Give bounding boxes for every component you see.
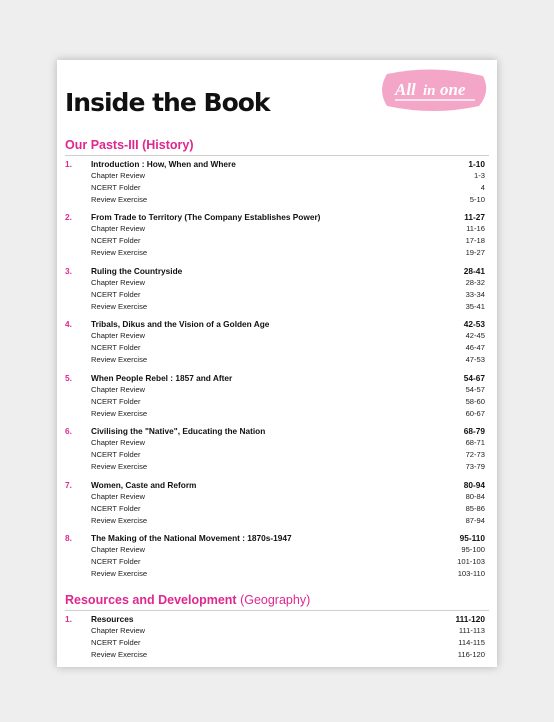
subsection-row [65,277,485,289]
chapter-number: 3. [65,266,72,276]
chapter-title: Civilising the "Native", Educating the Nation [91,426,266,436]
chapter-row [65,425,485,437]
subsection-row [65,408,485,420]
subsection-row [65,449,485,461]
subsection-row [65,544,485,556]
chapter-page-range: 111-120 [455,614,485,624]
chapter-entry [65,479,485,527]
section-heading [65,138,489,156]
chapter-row [65,318,485,330]
subsection-label: Review Exercise [91,409,148,418]
subsection-label: NCERT Folder [91,397,141,406]
subsection-page-range: 101-103 [457,557,485,566]
subsection-page-range: 111-113 [458,626,485,635]
subsection-page-range: 68-71 [465,438,485,447]
chapter-entry [65,318,485,366]
chapter-number: 5. [65,373,72,383]
chapter-title: Women, Caste and Reform [91,480,197,490]
section-title: Our Pasts-III (History) [65,138,194,152]
subsection-page-range: 73-79 [465,462,485,471]
subsection-label: Chapter Review [91,224,146,233]
subsection-page-range: 80-84 [465,492,485,501]
subsection-label: NCERT Folder [91,504,141,513]
subsection-row [65,503,485,515]
chapter-heading [65,613,133,625]
subsection-page-range: 46-47 [465,343,485,352]
chapter-heading [65,372,232,384]
chapter-page-range: 1-10 [468,159,485,169]
chapter-page-range: 68-79 [463,426,485,436]
chapter-title: The Making of the National Movement : 1870s-1947 [91,533,292,543]
subsection-label: Chapter Review [91,171,146,180]
subsection-row [65,354,485,366]
subsection-label: NCERT Folder [91,450,141,459]
subsection-label: Chapter Review [91,545,146,554]
page-title: Inside the Book [65,88,270,117]
svg-text:one: one [440,80,466,99]
chapter-page-range: 95-110 [459,533,485,543]
chapter-entry [65,158,485,206]
chapter-row [65,372,485,384]
section-title: Resources and Development [65,593,237,607]
chapter-entry [65,532,485,580]
subsection-row [65,649,485,661]
subsection-label: Review Exercise [91,516,148,525]
subsection-label: Review Exercise [91,302,148,311]
subsection-label: NCERT Folder [91,290,141,299]
subsection-page-range: 54-57 [465,385,485,394]
section-heading [65,593,489,611]
subsection-label: NCERT Folder [91,557,141,566]
chapter-number: 4. [65,319,72,329]
subsection-label: Review Exercise [91,569,148,578]
chapter-page-range: 54-67 [463,373,485,383]
subsection-row [65,568,485,580]
subsection-row [65,625,485,637]
chapter-title: From Trade to Territory (The Company Establishes Power) [91,212,321,222]
chapter-page-range: 28-41 [463,266,485,276]
chapter-title: Ruling the Countryside [91,266,183,276]
subsection-row [65,330,485,342]
subsection-label: Review Exercise [91,462,148,471]
subsection-label: Chapter Review [91,438,146,447]
subsection-label: Review Exercise [91,248,148,257]
chapter-heading [65,211,320,223]
subsection-row [65,491,485,503]
subsection-label: NCERT Folder [91,343,141,352]
subsection-label: Review Exercise [91,195,148,204]
chapter-page-range: 42-53 [463,319,485,329]
subsection-label: NCERT Folder [91,183,141,192]
subsection-page-range: 19-27 [465,248,485,257]
chapter-title: Resources [91,614,134,624]
subsection-row [65,223,485,235]
subsection-row [65,194,485,206]
subsection-page-range: 5-10 [469,195,485,204]
subsection-page-range: 60-67 [465,409,485,418]
subsection-row [65,182,485,194]
subsection-page-range: 17-18 [465,236,485,245]
subsection-page-range: 114-115 [458,638,485,647]
subsection-row [65,384,485,396]
chapter-row [65,532,485,544]
subsection-row [65,235,485,247]
chapter-title: Introduction : How, When and Where [91,159,236,169]
chapter-number: 2. [65,212,72,222]
chapter-row [65,211,485,223]
chapter-number: 6. [65,426,72,436]
chapter-number: 8. [65,533,72,543]
subsection-row [65,437,485,449]
chapter-page-range: 80-94 [463,480,485,490]
subsection-page-range: 85-86 [465,504,485,513]
subsection-row [65,170,485,182]
subsection-row [65,396,485,408]
chapter-row [65,265,485,277]
subsection-label: Review Exercise [91,650,148,659]
subsection-page-range: 95-100 [461,545,485,554]
subsection-label: Chapter Review [91,278,146,287]
subsection-page-range: 42-45 [465,331,485,340]
subsection-row [65,556,485,568]
chapter-number: 1. [65,159,72,169]
brand-logo [379,68,489,112]
chapter-title: When People Rebel : 1857 and After [91,373,233,383]
subsection-page-range: 103-110 [457,569,485,578]
subsection-page-range: 87-94 [465,516,485,525]
subsection-page-range: 11-16 [466,224,485,233]
subsection-label: NCERT Folder [91,236,141,245]
chapter-entry [65,211,485,259]
chapter-row [65,158,485,170]
subsection-row [65,289,485,301]
chapter-entry [65,372,485,420]
chapter-row [65,613,485,625]
chapter-number: 1. [65,614,72,624]
subsection-row [65,515,485,527]
subsection-page-range: 72-73 [465,450,485,459]
chapter-heading [65,158,236,170]
subsection-row [65,247,485,259]
subsection-label: Chapter Review [91,492,146,501]
subsection-row [65,637,485,649]
chapter-title: Tribals, Dikus and the Vision of a Golden Age [91,319,270,329]
svg-text:in: in [423,83,436,99]
subsection-page-range: 58-60 [465,397,485,406]
chapter-number: 7. [65,480,72,490]
subsection-page-range: 28-32 [465,278,485,287]
svg-text:All: All [395,80,416,99]
chapter-heading [65,265,182,277]
subsection-row [65,342,485,354]
subsection-page-range: 35-41 [465,302,485,311]
chapter-heading [65,425,265,437]
subsection-row [65,461,485,473]
subsection-page-range: 47-53 [465,355,485,364]
subsection-page-range: 4 [480,183,485,192]
subsection-label: Chapter Review [91,626,146,635]
chapter-page-range: 11-27 [464,212,485,222]
chapter-row [65,479,485,491]
chapter-entry [65,425,485,473]
section-title-suffix: (Geography) [236,593,311,607]
subsection-page-range: 116-120 [457,650,485,659]
chapter-heading [65,532,292,544]
chapter-entry [65,265,485,313]
subsection-row [65,301,485,313]
book-page [57,60,497,667]
subsection-page-range: 33-34 [465,290,485,299]
subsection-page-range: 1-3 [474,171,485,180]
subsection-label: Review Exercise [91,355,148,364]
chapter-heading [65,479,196,491]
subsection-label: NCERT Folder [91,638,141,647]
subsection-label: Chapter Review [91,331,146,340]
subsection-label: Chapter Review [91,385,146,394]
chapter-heading [65,318,269,330]
chapter-entry [65,613,485,661]
